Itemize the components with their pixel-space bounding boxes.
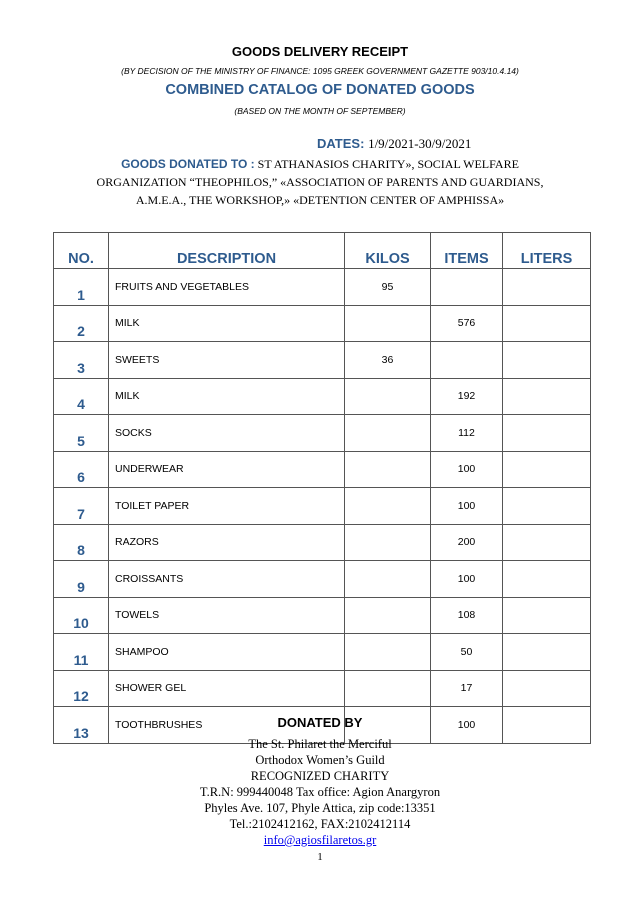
row-items: 100 — [431, 561, 503, 598]
row-kilos — [345, 451, 431, 488]
row-liters — [503, 597, 591, 634]
row-kilos — [345, 488, 431, 525]
column-header-description: DESCRIPTION — [109, 233, 345, 269]
row-kilos — [345, 305, 431, 342]
goods-table — [53, 232, 591, 744]
row-items: 100 — [431, 451, 503, 488]
column-header-kilos: KILOS — [345, 233, 431, 269]
row-description: TOWELS — [109, 597, 345, 634]
row-description: RAZORS — [109, 524, 345, 561]
row-liters — [503, 524, 591, 561]
donated-to-line-3: A.M.E.A., THE WORKSHOP,» «DETENTION CENTER OF AMPHISSA» — [135, 193, 505, 207]
table-row — [54, 634, 591, 671]
row-liters — [503, 451, 591, 488]
row-number: 5 — [54, 415, 109, 452]
row-description: SOCKS — [109, 415, 345, 452]
row-items: 50 — [431, 634, 503, 671]
row-description: UNDERWEAR — [109, 451, 345, 488]
ministry-decision-note: (BY DECISION OF THE MINISTRY OF FINANCE: 1095 GREEK GOVERNMENT GAZETTE 903/10.4.14) — [121, 66, 519, 76]
row-number: 10 — [54, 597, 109, 634]
row-description: TOOTHBRUSHES — [109, 707, 345, 744]
table-header-row — [54, 233, 591, 269]
dates-label: DATES: — [317, 136, 365, 151]
table-row — [54, 561, 591, 598]
row-description: MILK — [109, 378, 345, 415]
row-description: SHAMPOO — [109, 634, 345, 671]
table-row — [54, 451, 591, 488]
row-liters — [503, 342, 591, 379]
table-row — [54, 670, 591, 707]
column-header-items: ITEMS — [431, 233, 503, 269]
based-on-note: (BASED ON THE MONTH OF SEPTEMBER) — [234, 106, 406, 116]
row-items: 17 — [431, 670, 503, 707]
donor-line-status: RECOGNIZED CHARITY — [250, 769, 390, 783]
table-row — [54, 488, 591, 525]
row-number: 2 — [54, 305, 109, 342]
table-row — [54, 597, 591, 634]
table-row — [54, 342, 591, 379]
row-kilos — [345, 597, 431, 634]
row-number: 4 — [54, 378, 109, 415]
row-number: 6 — [54, 451, 109, 488]
row-kilos: 36 — [345, 342, 431, 379]
row-number: 13 — [54, 707, 109, 744]
donated-to-line-2: ORGANIZATION “THEOPHILOS,” «ASSOCIATION OF PARENTS AND GUARDIANS, — [96, 175, 544, 189]
row-number: 8 — [54, 524, 109, 561]
row-liters — [503, 305, 591, 342]
row-description: TOILET PAPER — [109, 488, 345, 525]
row-kilos — [345, 634, 431, 671]
row-items — [431, 342, 503, 379]
donor-line-name: The St. Philaret the Merciful — [248, 737, 392, 751]
donor-line-address: Phyles Ave. 107, Phyle Attica, zip code:13351 — [204, 801, 436, 815]
row-kilos — [345, 415, 431, 452]
donor-details — [0, 736, 640, 848]
row-items: 100 — [431, 707, 503, 744]
row-liters — [503, 670, 591, 707]
donated-to-label: GOODS DONATED TO : — [121, 157, 255, 171]
row-liters — [503, 378, 591, 415]
row-items: 576 — [431, 305, 503, 342]
row-liters — [503, 415, 591, 452]
row-liters — [503, 488, 591, 525]
row-items: 200 — [431, 524, 503, 561]
dates-line — [317, 136, 471, 152]
column-header-no: NO. — [54, 233, 109, 269]
row-description: MILK — [109, 305, 345, 342]
donated-by-heading: DONATED BY — [277, 715, 363, 730]
donor-line-tax: T.R.N: 999440048 Tax office: Agion Anargyron — [199, 785, 441, 799]
table-row — [54, 524, 591, 561]
row-kilos — [345, 378, 431, 415]
row-number: 7 — [54, 488, 109, 525]
catalog-title: COMBINED CATALOG OF DONATED GOODS — [165, 82, 475, 98]
row-number: 3 — [54, 342, 109, 379]
row-items — [431, 269, 503, 306]
row-liters — [503, 561, 591, 598]
donor-line-guild: Orthodox Women’s Guild — [255, 753, 385, 767]
row-kilos: 95 — [345, 269, 431, 306]
dates-value: 1/9/2021-30/9/2021 — [368, 136, 472, 151]
donated-to-block — [80, 155, 560, 209]
row-items: 100 — [431, 488, 503, 525]
row-description: SHOWER GEL — [109, 670, 345, 707]
row-number: 9 — [54, 561, 109, 598]
row-number: 1 — [54, 269, 109, 306]
row-liters — [503, 269, 591, 306]
row-kilos — [345, 561, 431, 598]
row-description: FRUITS AND VEGETABLES — [109, 269, 345, 306]
row-kilos — [345, 524, 431, 561]
table-row — [54, 305, 591, 342]
column-header-liters: LITERS — [503, 233, 591, 269]
row-description: SWEETS — [109, 342, 345, 379]
receipt-title: GOODS DELIVERY RECEIPT — [231, 44, 409, 59]
donated-to-line-1: ST ATHANASIOS CHARITY», SOCIAL WELFARE — [257, 157, 519, 171]
table-row — [54, 415, 591, 452]
row-items: 112 — [431, 415, 503, 452]
row-items: 108 — [431, 597, 503, 634]
table-row — [54, 378, 591, 415]
row-number: 11 — [54, 634, 109, 671]
table-row — [54, 269, 591, 306]
row-description: CROISSANTS — [109, 561, 345, 598]
row-liters — [503, 634, 591, 671]
row-number: 12 — [54, 670, 109, 707]
row-items: 192 — [431, 378, 503, 415]
page-number: 1 — [317, 851, 323, 863]
donor-email-link[interactable]: info@agiosfilaretos.gr — [263, 833, 377, 847]
donor-line-phone: Tel.:2102412162, FAX:2102412114 — [229, 817, 411, 831]
row-kilos — [345, 670, 431, 707]
